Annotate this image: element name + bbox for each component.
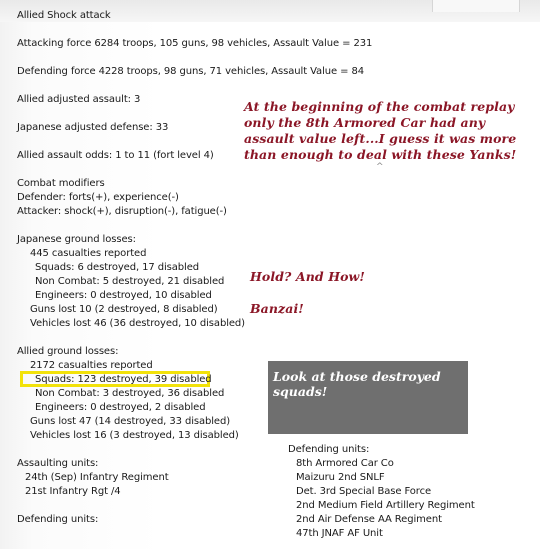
cursor-caret-icon: ^ (376, 162, 384, 172)
allied-non-combat: Non Combat: 3 destroyed, 36 disabled (35, 388, 225, 399)
japanese-squads: Squads: 6 destroyed, 17 disabled (35, 262, 200, 273)
defending-force-line: Defending force 4228 troops, 98 guns, 71 vehicles, Assault Value = 84 (17, 66, 365, 77)
defending-unit-item: 47th JNAF AF Unit (296, 528, 383, 539)
report-header: Allied Shock attack (17, 10, 111, 21)
defending-unit-item: 2nd Air Defense AA Regiment (296, 514, 442, 525)
assaulting-units-title: Assaulting units: (17, 458, 99, 469)
allied-squads: Squads: 123 destroyed, 39 disabled (35, 374, 212, 385)
allied-adjusted-assault: Allied adjusted assault: 3 (17, 94, 141, 105)
allied-losses-title: Allied ground losses: (17, 346, 119, 357)
japanese-guns: Guns lost 10 (2 destroyed, 8 disabled) (30, 304, 218, 315)
window-top-tab (432, 0, 520, 12)
replay-annotation-line: than enough to deal with these Yanks! (244, 147, 517, 162)
look-annotation: Look at those destroyed squads! (273, 369, 441, 399)
attacking-force-line: Attacking force 6284 troops, 105 guns, 98 vehicles, Assault Value = 231 (17, 38, 373, 49)
combat-modifiers-title: Combat modifiers (17, 178, 105, 189)
replay-annotation-line: assault value left...I guess it was more (244, 131, 517, 146)
japanese-losses-title: Japanese ground losses: (17, 234, 136, 245)
japanese-casualties: 445 casualties reported (30, 248, 147, 259)
allied-vehicles: Vehicles lost 16 (3 destroyed, 13 disabled) (30, 430, 239, 441)
allied-casualties: 2172 casualties reported (30, 360, 153, 371)
replay-annotation-line: only the 8th Armored Car had any (244, 115, 486, 130)
replay-annotation-line: At the beginning of the combat replay (244, 99, 515, 114)
japanese-vehicles: Vehicles lost 46 (36 destroyed, 10 disabled) (30, 318, 245, 329)
modifiers-defender: Defender: forts(+), experience(-) (17, 192, 179, 203)
defending-units-title-left: Defending units: (17, 514, 99, 525)
modifiers-attacker: Attacker: shock(+), disruption(-), fatigue(-) (17, 206, 227, 217)
japanese-engineers: Engineers: 0 destroyed, 10 disabled (35, 290, 212, 301)
japanese-adjusted-defense: Japanese adjusted defense: 33 (17, 122, 169, 133)
japanese-non-combat: Non Combat: 5 destroyed, 21 disabled (35, 276, 225, 287)
callout-box (268, 361, 468, 434)
hold-annotation: Hold? And How! (250, 269, 365, 284)
defending-unit-item: Maizuru 2nd SNLF (296, 472, 385, 483)
banzai-annotation: Banzai! (250, 301, 304, 316)
allied-guns: Guns lost 47 (14 destroyed, 33 disabled) (30, 416, 231, 427)
defending-unit-item: 8th Armored Car Co (296, 458, 394, 469)
defending-units-title: Defending units: (288, 444, 370, 455)
allied-engineers: Engineers: 0 destroyed, 2 disabled (35, 402, 206, 413)
defending-unit-item: 2nd Medium Field Artillery Regiment (296, 500, 475, 511)
assaulting-unit-item: 24th (Sep) Infantry Regiment (25, 472, 169, 483)
assault-odds-line: Allied assault odds: 1 to 11 (fort level 4) (17, 150, 214, 161)
defending-unit-item: Det. 3rd Special Base Force (296, 486, 432, 497)
assaulting-unit-item: 21st Infantry Rgt /4 (25, 486, 121, 497)
